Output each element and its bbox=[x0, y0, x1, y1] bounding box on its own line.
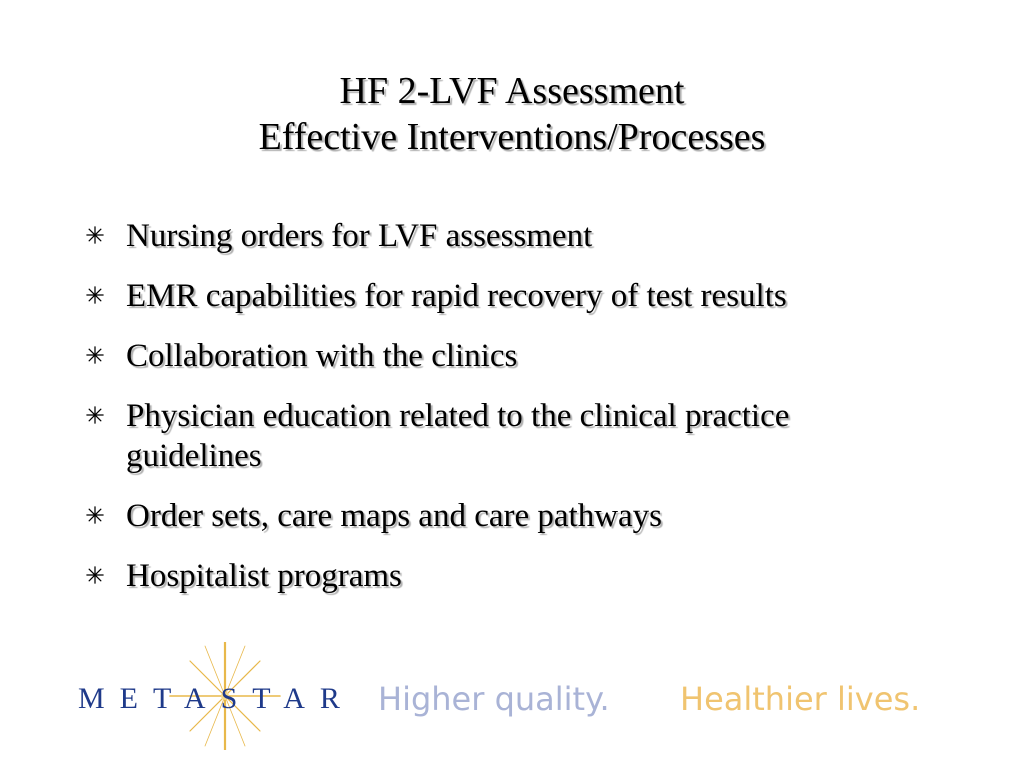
bullet-text: Collaboration with the clinics bbox=[126, 338, 518, 374]
star-bullet-icon bbox=[86, 226, 104, 244]
bullet-item bbox=[84, 336, 884, 376]
bullet-item bbox=[84, 496, 884, 536]
star-bullet-icon bbox=[86, 506, 104, 524]
metastar-logo: METASTAR bbox=[78, 682, 355, 715]
bullet-item bbox=[84, 276, 884, 316]
footer-branding bbox=[0, 660, 1024, 760]
title-line-2: Effective Interventions/Processes bbox=[258, 116, 766, 158]
bullet-text: Physician education related to the clinical practice guidelines bbox=[126, 398, 790, 474]
star-bullet-icon bbox=[86, 286, 104, 304]
bullet-item bbox=[84, 216, 884, 256]
bullet-item bbox=[84, 396, 884, 476]
bullet-text: Hospitalist programs bbox=[126, 558, 402, 594]
star-bullet-icon bbox=[86, 566, 104, 584]
star-bullet-icon bbox=[86, 406, 104, 424]
bullet-text: Order sets, care maps and care pathways bbox=[126, 498, 663, 534]
slide-title bbox=[0, 68, 1024, 160]
star-bullet-icon bbox=[86, 346, 104, 364]
title-line-1: HF 2-LVF Assessment bbox=[339, 70, 685, 112]
bullet-text: Nursing orders for LVF assessment bbox=[126, 218, 593, 254]
bullet-list bbox=[84, 216, 884, 616]
tagline-healthier-lives: Healthier lives. bbox=[680, 680, 921, 718]
tagline-higher-quality: Higher quality. bbox=[378, 680, 610, 718]
bullet-text: EMR capabilities for rapid recovery of test results bbox=[126, 278, 787, 314]
bullet-item bbox=[84, 556, 884, 596]
